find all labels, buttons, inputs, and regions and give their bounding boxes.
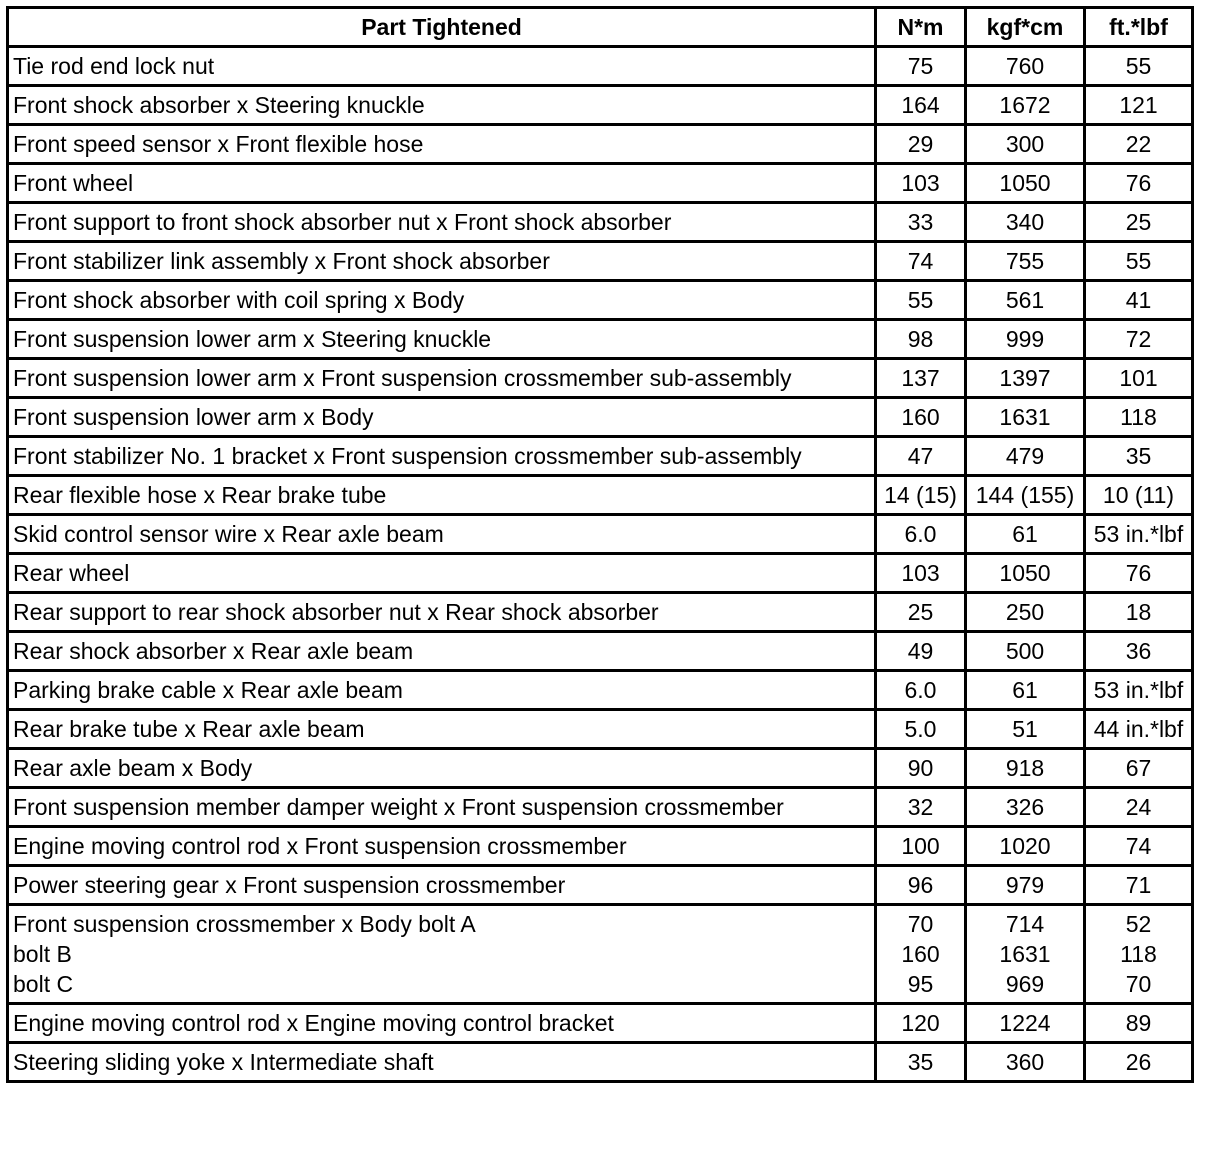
table-row: [8, 788, 1193, 827]
part-cell: [8, 905, 876, 1004]
kgfcm-cell: 1224: [966, 1004, 1085, 1043]
ftlbf-cell: 55: [1085, 47, 1193, 86]
part-cell: Front stabilizer No. 1 bracket x Front suspension crossmember sub-assembly: [8, 437, 876, 476]
ftlbf-cell: 118: [1085, 398, 1193, 437]
kgfcm-cell: 300: [966, 125, 1085, 164]
ftlbf-cell: 76: [1085, 164, 1193, 203]
cell-line: bolt B: [13, 941, 72, 967]
table-row: [8, 671, 1193, 710]
nm-cell: 164: [876, 86, 966, 125]
header-newton-meter: N*m: [876, 8, 966, 47]
part-cell: Engine moving control rod x Front suspension crossmember: [8, 827, 876, 866]
table-row: [8, 710, 1193, 749]
table-row: [8, 827, 1193, 866]
cell-line: 70: [907, 911, 934, 937]
nm-cell: 103: [876, 164, 966, 203]
cell-line: bolt C: [13, 971, 74, 997]
table-row: [8, 1043, 1193, 1082]
table-row: [8, 1004, 1193, 1043]
ftlbf-cell: 26: [1085, 1043, 1193, 1082]
table-row: [8, 242, 1193, 281]
ftlbf-cell: 53 in.*lbf: [1085, 671, 1193, 710]
ftlbf-cell: 53 in.*lbf: [1085, 515, 1193, 554]
table-row-crossmember-bolts: [8, 905, 1193, 1004]
kgfcm-cell: 51: [966, 710, 1085, 749]
part-cell: Rear support to rear shock absorber nut x Rear shock absorber: [8, 593, 876, 632]
kgfcm-cell: 1672: [966, 86, 1085, 125]
nm-cell: 32: [876, 788, 966, 827]
nm-cell: 33: [876, 203, 966, 242]
part-cell: Skid control sensor wire x Rear axle beam: [8, 515, 876, 554]
kgfcm-cell: 326: [966, 788, 1085, 827]
table-row: [8, 632, 1193, 671]
part-cell: Front suspension member damper weight x Front suspension crossmember: [8, 788, 876, 827]
table-row: [8, 125, 1193, 164]
part-cell: Front stabilizer link assembly x Front shock absorber: [8, 242, 876, 281]
kgfcm-cell: 755: [966, 242, 1085, 281]
ftlbf-cell: 35: [1085, 437, 1193, 476]
table-row: [8, 554, 1193, 593]
kgfcm-cell: 61: [966, 515, 1085, 554]
part-cell: Front suspension lower arm x Front suspension crossmember sub-assembly: [8, 359, 876, 398]
kgfcm-cell: 979: [966, 866, 1085, 905]
ftlbf-cell: 74: [1085, 827, 1193, 866]
ftlbf-cell: 76: [1085, 554, 1193, 593]
kgfcm-cell: 561: [966, 281, 1085, 320]
nm-cell: 14 (15): [876, 476, 966, 515]
nm-cell: 25: [876, 593, 966, 632]
ftlbf-cell: 67: [1085, 749, 1193, 788]
table-row: [8, 320, 1193, 359]
part-cell: Rear brake tube x Rear axle beam: [8, 710, 876, 749]
nm-cell: 160: [876, 398, 966, 437]
kgfcm-cell: 760: [966, 47, 1085, 86]
part-cell: Rear flexible hose x Rear brake tube: [8, 476, 876, 515]
ftlbf-cell: 22: [1085, 125, 1193, 164]
table-row: [8, 47, 1193, 86]
table-row: [8, 437, 1193, 476]
part-cell: Steering sliding yoke x Intermediate shaft: [8, 1043, 876, 1082]
cell-line: 118: [1120, 941, 1157, 967]
cell-line: Front suspension crossmember x Body bolt A: [13, 911, 476, 937]
nm-cell: 49: [876, 632, 966, 671]
kgfcm-cell: 1631: [966, 398, 1085, 437]
part-cell: Rear axle beam x Body: [8, 749, 876, 788]
kgfcm-cell: 250: [966, 593, 1085, 632]
header-part-tightened: Part Tightened: [8, 8, 876, 47]
part-cell: Parking brake cable x Rear axle beam: [8, 671, 876, 710]
part-cell: Front wheel: [8, 164, 876, 203]
header-kgf-cm: kgf*cm: [966, 8, 1085, 47]
cell-line: 95: [907, 971, 934, 997]
part-cell: Rear wheel: [8, 554, 876, 593]
table-row: [8, 86, 1193, 125]
ftlbf-cell: 71: [1085, 866, 1193, 905]
part-cell: Front shock absorber with coil spring x Body: [8, 281, 876, 320]
nm-cell: 55: [876, 281, 966, 320]
part-cell: Front speed sensor x Front flexible hose: [8, 125, 876, 164]
nm-cell: 47: [876, 437, 966, 476]
ftlbf-cell: [1085, 905, 1193, 1004]
part-cell: Tie rod end lock nut: [8, 47, 876, 86]
ftlbf-cell: 36: [1085, 632, 1193, 671]
torque-specification-table: [6, 6, 1194, 1083]
kgfcm-cell: 1020: [966, 827, 1085, 866]
ftlbf-cell: 121: [1085, 86, 1193, 125]
part-cell: Front support to front shock absorber nut x Front shock absorber: [8, 203, 876, 242]
ftlbf-cell: 24: [1085, 788, 1193, 827]
nm-cell: [876, 905, 966, 1004]
table-row: [8, 515, 1193, 554]
table-row: [8, 476, 1193, 515]
kgfcm-cell: 1050: [966, 164, 1085, 203]
nm-cell: 35: [876, 1043, 966, 1082]
kgfcm-cell: 340: [966, 203, 1085, 242]
table-row: [8, 749, 1193, 788]
table-row: [8, 398, 1193, 437]
nm-cell: 5.0: [876, 710, 966, 749]
ftlbf-cell: 72: [1085, 320, 1193, 359]
ftlbf-cell: 25: [1085, 203, 1193, 242]
kgfcm-cell: 479: [966, 437, 1085, 476]
kgfcm-cell: 1397: [966, 359, 1085, 398]
cell-line: 969: [1005, 971, 1045, 997]
nm-cell: 74: [876, 242, 966, 281]
cell-line: 70: [1125, 971, 1152, 997]
nm-cell: 103: [876, 554, 966, 593]
cell-line: 714: [1005, 911, 1045, 937]
nm-cell: 75: [876, 47, 966, 86]
kgfcm-cell: 999: [966, 320, 1085, 359]
part-cell: Rear shock absorber x Rear axle beam: [8, 632, 876, 671]
nm-cell: 90: [876, 749, 966, 788]
header-ft-lbf: ft.*lbf: [1085, 8, 1193, 47]
ftlbf-cell: 10 (11): [1085, 476, 1193, 515]
ftlbf-cell: 18: [1085, 593, 1193, 632]
header-row: [8, 8, 1193, 47]
kgfcm-cell: 144 (155): [966, 476, 1085, 515]
ftlbf-cell: 44 in.*lbf: [1085, 710, 1193, 749]
part-cell: Engine moving control rod x Engine moving control bracket: [8, 1004, 876, 1043]
kgfcm-cell: 1050: [966, 554, 1085, 593]
part-cell: Front suspension lower arm x Steering knuckle: [8, 320, 876, 359]
nm-cell: 137: [876, 359, 966, 398]
ftlbf-cell: 41: [1085, 281, 1193, 320]
cell-line: 160: [901, 941, 940, 967]
kgfcm-cell: 918: [966, 749, 1085, 788]
table-row: [8, 866, 1193, 905]
part-cell: Front suspension lower arm x Body: [8, 398, 876, 437]
table-row: [8, 359, 1193, 398]
ftlbf-cell: 55: [1085, 242, 1193, 281]
nm-cell: 6.0: [876, 671, 966, 710]
kgfcm-cell: 500: [966, 632, 1085, 671]
nm-cell: 100: [876, 827, 966, 866]
nm-cell: 6.0: [876, 515, 966, 554]
table-row: [8, 593, 1193, 632]
cell-line: 1631: [999, 941, 1051, 967]
ftlbf-cell: 101: [1085, 359, 1193, 398]
table-body: [8, 47, 1193, 1082]
kgfcm-cell: 61: [966, 671, 1085, 710]
part-cell: Power steering gear x Front suspension crossmember: [8, 866, 876, 905]
ftlbf-cell: 89: [1085, 1004, 1193, 1043]
nm-cell: 120: [876, 1004, 966, 1043]
nm-cell: 96: [876, 866, 966, 905]
table-row: [8, 164, 1193, 203]
nm-cell: 29: [876, 125, 966, 164]
part-cell: Front shock absorber x Steering knuckle: [8, 86, 876, 125]
table-row: [8, 281, 1193, 320]
nm-cell: 98: [876, 320, 966, 359]
cell-line: 52: [1125, 911, 1152, 937]
kgfcm-cell: [966, 905, 1085, 1004]
table-row: [8, 203, 1193, 242]
kgfcm-cell: 360: [966, 1043, 1085, 1082]
